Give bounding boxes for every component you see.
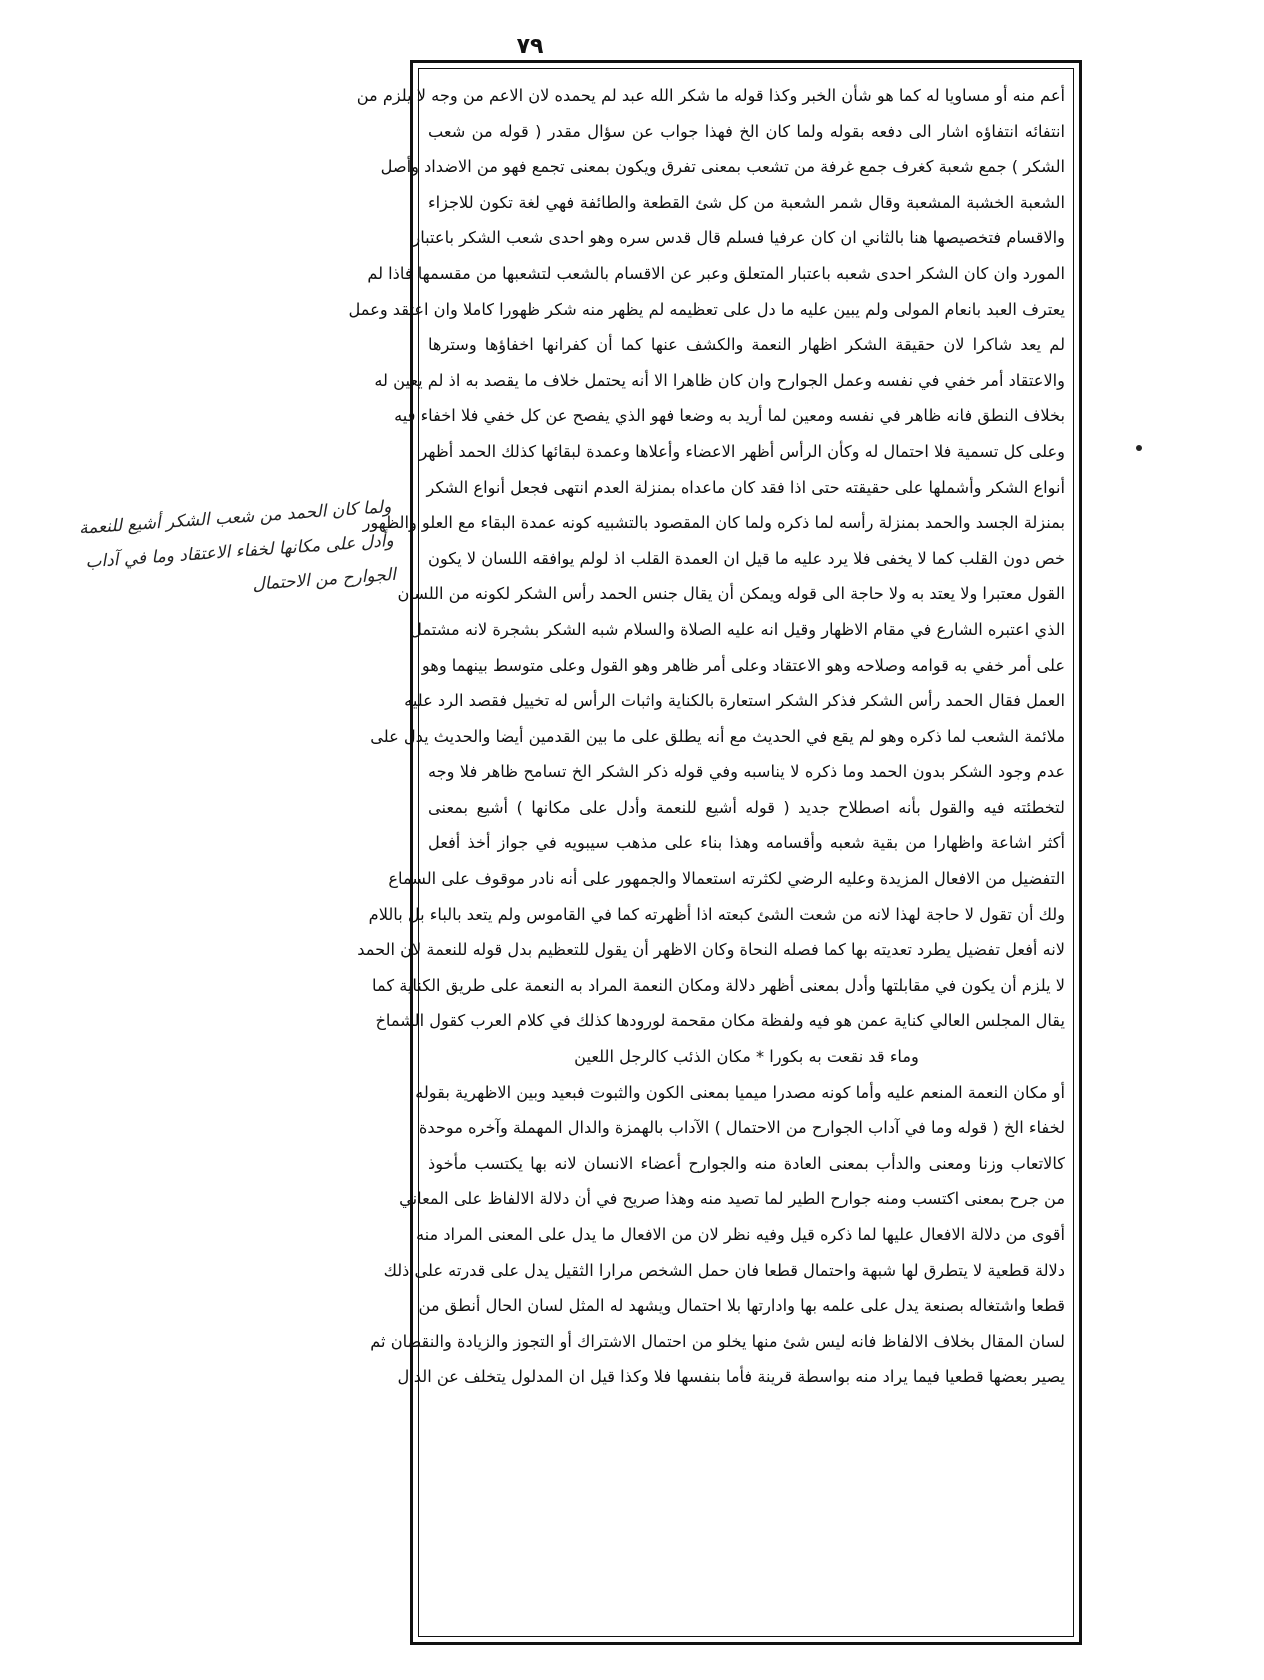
text-line: لتخطئته فيه والقول بأنه اصطلاح جديد ( قوله أشيع للنعمة وأدل على مكانها ) أشيع بمعنى [428,797,1065,817]
text-line: كالاتعاب وزنا ومعنى والدأب بمعنى العادة منه والجوارح أعضاء الانسان لانه بها يكتسب مأخوذ [428,1153,1065,1173]
text-line: انتفائه انتفاؤه اشار الى دفعه بقوله ولما كان الخ فهذا جواب عن سؤال مقدر ( قوله من شعب [428,121,1065,141]
main-text-block [348,78,1065,1628]
text-line: لانه أفعل تفضيل يطرد تعديته بها كما فصله النحاة وكان الاظهر أن يقول للتعظيم بدل قوله للنعمة لان الحمد [357,940,1065,960]
text-line: يعترف العبد بانعام المولى ولم يبين عليه ما دل على تعظيمه لم يظهر منه شكر ظهورا كاملا وان اعتقد وعمل [348,299,1065,319]
text-line: العمل فقال الحمد رأس الشكر فذكر الشكر استعارة بالكناية واثبات الرأس له تخييل فقصد الرد عليه [404,691,1065,711]
text-line: الذي اعتبره الشارع في مقام الاظهار وقيل انه عليه الصلاة والسلام شبه الشكر بشجرة لانه مشتمل [410,619,1065,639]
text-line: يقال المجلس العالي كناية عمن هو فيه ولفظة مكان مقحمة لورودها كذلك في كلام العرب كقول الشماخ [375,1011,1065,1031]
text-line: أقوى من دلالة الافعال عليها لما ذكره قيل وفيه نظر لان من الافعال ما يدل على المعنى المراد منه [415,1225,1065,1244]
text-line: وعلى كل تسمية فلا احتمال له وكأن الرأس أظهر الاعضاء وأعلاها وعمدة لبقائها كذلك الحمد أظهر [419,441,1065,461]
verse-line: وماء قد نقعت به بكورا * مكان الذئب كالرجل اللعين [574,1047,919,1067]
text-line: لم يعد شاكرا لان حقيقة الشكر اظهار النعمة والكشف عنها كما أن كفرانها اخفاؤها وسترها [428,335,1065,355]
text-line: التفضيل من الافعال المزيدة وعليه الرضي لكثرته استعمالا والجمهور على أنه نادر موقوف على السماع [388,869,1065,889]
text-line: المورد وان كان الشكر احدى شعبه باعتبار المتعلق وعبر عن الاقسام بالشعب لتشعبها من مقسمها فاذا لم [367,263,1065,283]
page-number: ٧٩ [516,34,544,59]
text-line: لخفاء الخ ( قوله وما في آداب الجوارح من الاحتمال ) الآداب بالهمزة والدال المهملة وآخره موحدة [418,1118,1065,1138]
text-line: من جرح بمعنى اكتسب ومنه جوارح الطير لما تصيد منه وهذا صريح في أن دلالة الالفاظ على المعاني [399,1189,1065,1209]
text-line: لا يلزم أن يكون في مقابلتها وأدل بمعنى أظهر دلالة ومكان النعمة المراد به النعمة على طريق الكناية كما [372,975,1065,995]
margin-note-line: الجوارح من الاحتمال [251,564,397,595]
margin-note-line: ولما كان الحمد من شعب الشكر أشيع للنعمة [78,496,392,539]
text-line: والاقسام فتخصيصها هنا بالثاني ان كان عرفيا فسلم قال قدس سره وهو احدى شعب الشكر باعتبار [412,228,1065,248]
text-line: يصير بعضها قطعيا فيما يراد منه بواسطة قرينة فأما بنفسها فلا وكذا قيل ان المدلول يتخلف عن الدال [397,1367,1065,1387]
text-line: لسان المقال بخلاف الالفاظ فانه ليس شئ منها يخلو من احتمال الاشتراك أو التجوز والزيادة والنقصان ثم [370,1331,1065,1351]
text-line: بخلاف النطق فانه ظاهر في نفسه ومعين لما أريد به وضعا فهو الذي يفصح عن كل خفي فلا اخفاء فيه [394,406,1065,426]
text-line: ملائمة الشعب لما ذكره وهو لم يقع في الحديث مع أنه يطلق على ما بين القدمين أيضا والحديث يدل على [370,726,1065,746]
text-line: ولك أن تقول لا حاجة لهذا لانه من شعت الشئ كبعته اذا أظهرته كما في القاموس ولم يتعد بالباء بل باللام [368,904,1065,924]
text-line: خص دون القلب كما لا يخفى فلا يرد عليه ما قيل ان العمدة القلب اذ لولم يوافقه اللسان لا يكون [428,548,1065,568]
margin-note-line: وأدل على مكانها لخفاء الاعتقاد وما في آداب [84,530,395,573]
text-line: دلالة قطعية لا يتطرق لها شبهة واحتمال قطعا فان حمل الشخص مرارا الثقيل يدل على قدرته على ذلك [383,1260,1065,1280]
text-line: الشعبة الخشبة المشعبة وقال شمر الشعبة من كل شئ القطعة والطائفة فهي لغة تكون للاجزاء [428,192,1065,212]
text-line: الشكر ) جمع شعبة كغرف جمع غرفة من تشعب بمعنى تفرق ويكون بمعنى تجمع فهو من الاضداد وأصل [380,157,1065,177]
margin-note [78,490,398,609]
text-line: على أمر خفي به قوامه وصلاحه وهو الاعتقاد وعلى أمر ظاهر وهو القول وعلى متوسط بينهما وهو [421,655,1065,675]
text-line: والاعتقاد أمر خفي في نفسه وعمل الجوارح وان كان ظاهرا الا أنه يحتمل خلاف ما يقصد به اذ لم يعين له [374,370,1065,390]
text-line: عدم وجود الشكر بدون الحمد وما ذكره لا يناسبه وفي قوله ذكر الشكر الخ تسامح ظاهر فلا وجه [428,762,1065,782]
text-line: أنواع الشكر وأشملها على حقيقته حتى اذا فقد كان ماعداه بمنزلة العدم انتهى فجعل أنواع الشكر [426,477,1065,497]
text-line: أكثر اشاعة واظهارا من بقية شعبه وأقسامه وهذا بناء على مذهب سيبويه في جواز أخذ أفعل [428,833,1065,853]
text-line: بمنزلة الجسد والحمد بمنزلة رأسه لما ذكره ولما كان المقصود بالتشبيه كونه عمدة البقاء مع العلو والظهور [362,513,1065,533]
text-line: أو مكان النعمة المنعم عليه وأما كونه مصدرا ميميا بمعنى الكون والثبوت فبعيد وبين الاظهرية بقوله [415,1082,1065,1102]
margin-dot-mark [1136,445,1142,451]
text-line: القول معتبرا ولا يعتد به ولا حاجة الى قوله ويمكن أن يقال جنس الحمد رأس الشكر لكونه من اللسان [397,584,1065,604]
text-line: قطعا واشتغاله بصنعة يدل على علمه بها وادارتها بلا احتمال ويشهد له المثل لسان الحال أنطق من [418,1296,1065,1316]
text-line: أعم منه أو مساويا له كما هو شأن الخبر وكذا قوله ما شكر الله عبد لم يحمده لان الاعم من وجه لا يلزم من [356,86,1065,105]
